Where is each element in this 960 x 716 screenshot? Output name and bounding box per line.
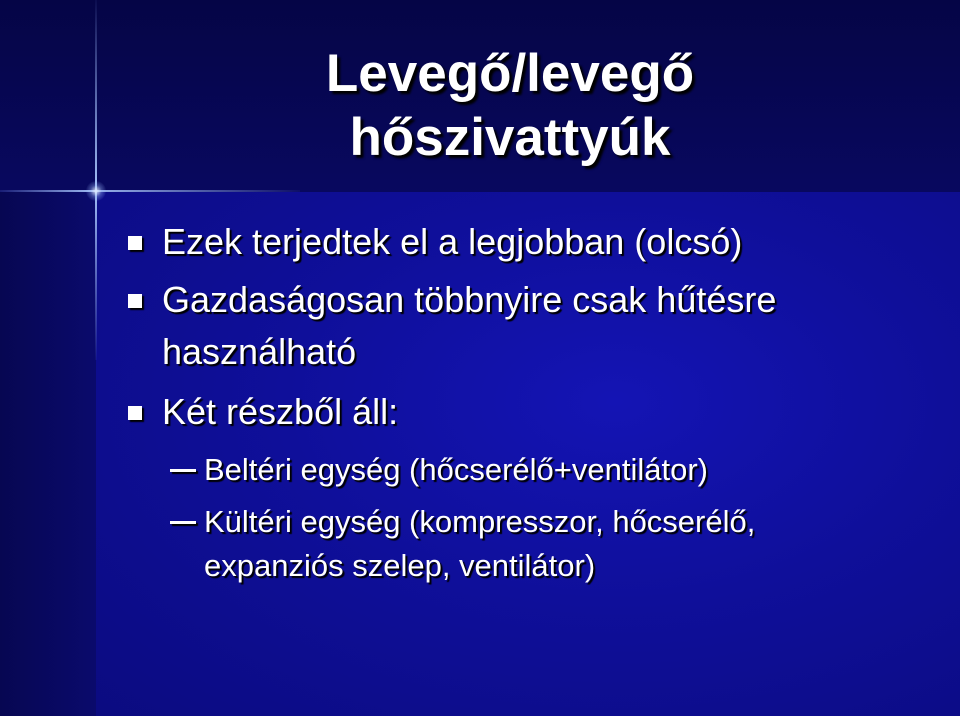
bullet-item-continuation: használható xyxy=(162,331,357,372)
subbullet-item-continuation: expanziós szelep, ventilátor) xyxy=(204,548,596,583)
bullet-item: Ezek terjedtek el a legjobban (olcsó) xyxy=(162,221,743,262)
square-bullet-icon xyxy=(128,294,142,308)
square-bullet-icon xyxy=(128,236,142,250)
square-bullet-icon xyxy=(128,406,142,420)
subbullet-item: Beltéri egység (hőcserélő+ventilátor) xyxy=(204,452,709,487)
dash-bullet-icon xyxy=(170,521,196,524)
slide-title-line2: hőszivattyúk xyxy=(349,108,671,167)
bullet-item: Két részből áll: xyxy=(162,391,399,432)
subbullet-item: Kültéri egység (kompresszor, hőcserélő, xyxy=(204,504,756,539)
bullet-item: Gazdaságosan többnyire csak hűtésre xyxy=(162,279,777,320)
dash-bullet-icon xyxy=(170,469,196,472)
slide-title-line1: Levegő/levegő xyxy=(325,44,695,103)
